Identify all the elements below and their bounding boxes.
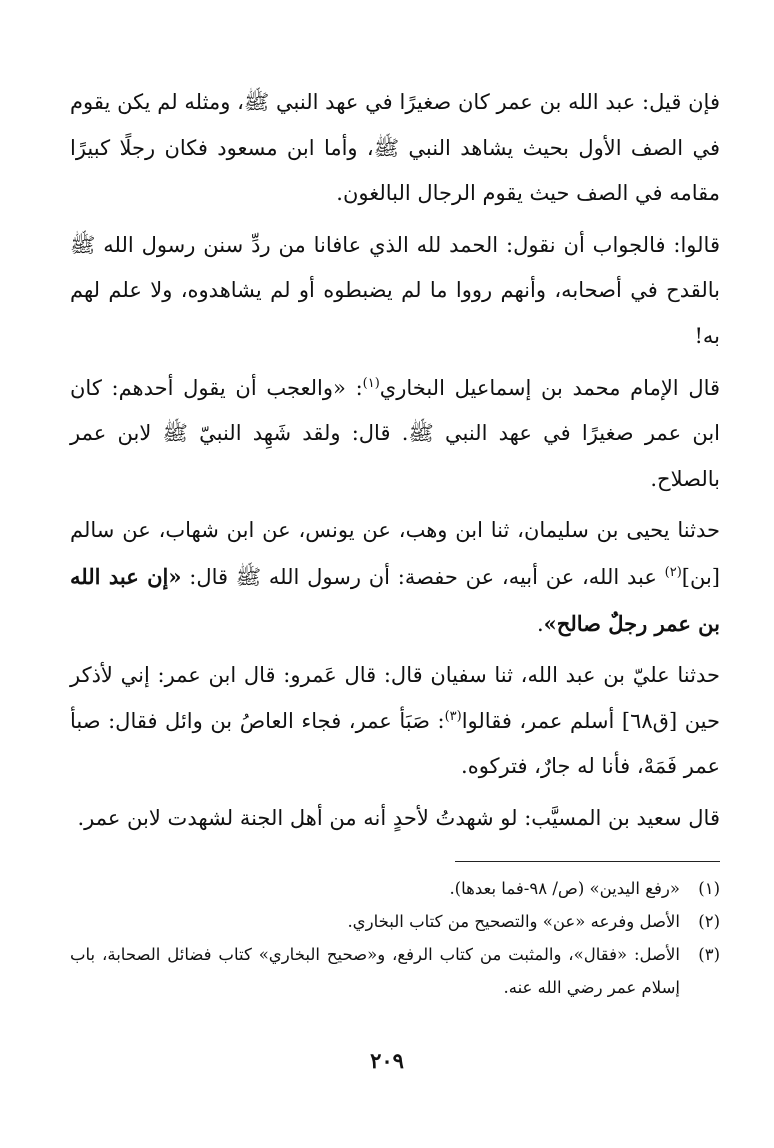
paragraph-2: قالوا: فالجواب أن نقول: الحمد لله الذي عافانا من ردِّ سنن رسول الله ﷺ بالقدح في أصحابه، وأنهم رووا ما لم يضبطوه أو لم يشاهدوه، ولا علم لهم به! [70, 232, 720, 348]
paragraph-4-text-b: عبد الله، عن أبيه، عن حفصة: أن رسول الله ﷺ قال: [181, 564, 665, 589]
paragraph-1: فإن قيل: عبد الله بن عمر كان صغيرًا في عهد النبي ﷺ، ومثله لم يكن يقوم في الصف الأول بحيث يشاهد النبي ﷺ، وأما ابن مسعود فكان رجلًا كبيرًا مقامه في الصف حيث يقوم الرجال البالغون. [70, 90, 720, 206]
footnote-separator [455, 861, 720, 862]
footnote-1 [70, 872, 720, 905]
paragraph-5-text-b: : صَبَأ عمر، فجاء العاصُ بن وائل فقال: صبأ عمر فَمَهْ، فأنا له جارٌ، فتركوه. [70, 708, 720, 779]
footnote-ref-3: (٣) [444, 708, 462, 724]
footnote-text: «رفع اليدين» (ص/ ٩٨-فما بعدها). [449, 879, 680, 898]
footnote-3 [70, 938, 720, 1004]
footnote-text: الأصل وفرعه «عن» والتصحيح من كتاب البخاري. [347, 912, 680, 931]
footnote-2 [70, 905, 720, 938]
footnote-number: (١) [698, 879, 720, 898]
footnote-ref-2: (٢) [664, 564, 682, 580]
footnote-ref-1: (١) [362, 375, 380, 391]
footnote-number: (٣) [698, 945, 720, 964]
paragraph-5-text-a: حدثنا عليّ بن عبد الله، ثنا سفيان قال: قال عَمرو: قال ابن عمر: إني لأذكر حين [ق٦٨] أسلم عمر، فقالوا [70, 663, 720, 733]
paragraph-6: قال سعيد بن المسيَّب: لو شهدتُ لأحدٍ أنه من أهل الجنة لشهدت لابن عمر. [77, 805, 720, 830]
footnote-number: (٢) [698, 912, 720, 931]
page-number: ٢٠٩ [370, 1048, 404, 1073]
paragraph-4-text-a: حدثنا يحيى بن سليمان، ثنا ابن وهب، عن يونس، عن ابن شهاب، عن سالم [بن] [70, 518, 720, 589]
paragraph-3 [70, 366, 720, 503]
paragraph-3-text-b: : «والعجب أن يقول أحدهم: كان ابن عمر صغيرًا في عهد النبي ﷺ. قال: ولقد شَهِد النبيّ ﷺ لابن عمر بالصلاح. [70, 375, 720, 491]
main-text [70, 80, 720, 842]
paragraph-5 [70, 653, 720, 790]
paragraph-4-text-c: . [536, 611, 544, 636]
footnote-text: الأصل: «فقال»، والمثبت من كتاب الرفع، و«صحيح البخاري» كتاب فضائل الصحابة، باب إسلام عمر رضي الله عنه. [70, 945, 680, 997]
footnotes [70, 872, 720, 1004]
paragraph-4 [70, 508, 720, 647]
hadith-quote: «إن عبد الله بن عمر رجلٌ صالح» [70, 563, 720, 636]
paragraph-3-text-a: قال الإمام محمد بن إسماعيل البخاري [379, 375, 721, 400]
